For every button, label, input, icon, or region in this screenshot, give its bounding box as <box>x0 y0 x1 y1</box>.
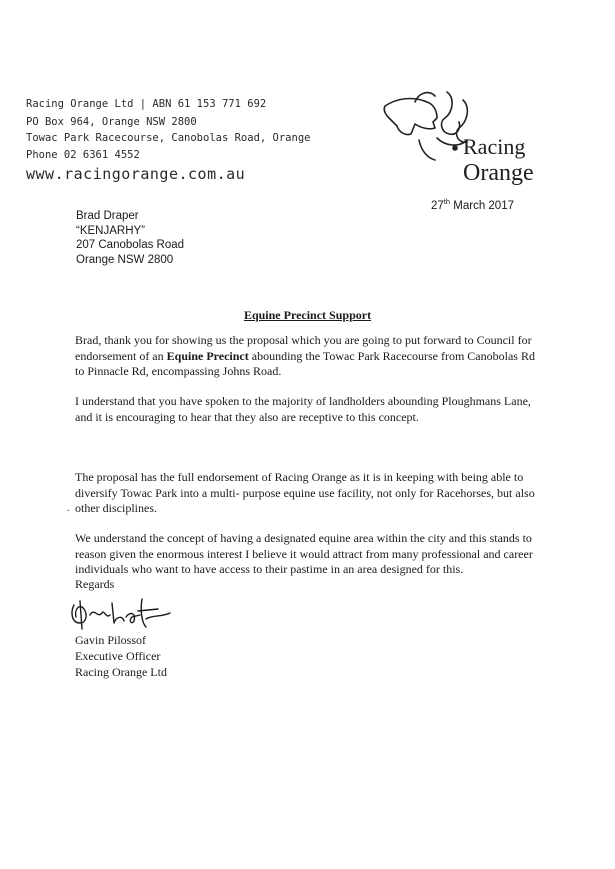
recipient-property: “KENJARHY” <box>76 224 146 237</box>
letterhead-company-abn: Racing Orange Ltd | ABN 61 153 771 692 <box>26 98 267 110</box>
horse-head-icon <box>384 99 437 135</box>
signatory-org: Racing Orange Ltd <box>75 665 167 679</box>
signature-image <box>66 593 176 635</box>
closing: Regards <box>75 577 115 591</box>
signatory-title: Executive Officer <box>75 649 161 663</box>
paragraph-3: The proposal has the full endorsement of Racing Orange as it is in keeping with being able to diversify Towac Park into a multi- purpose equine use facility, not only for Racehorses, but also other disciplines. <box>75 470 535 515</box>
logo-text-racing: Racing <box>463 134 526 159</box>
letterhead-website: www.racingorange.com.au <box>26 165 246 183</box>
stray-mark: . <box>67 503 70 514</box>
recipient-address <box>76 209 184 267</box>
signatory-name: Gavin Pilossof <box>75 633 147 647</box>
logo-text-orange: Orange <box>463 160 534 186</box>
letterhead-po-box: PO Box 964, Orange NSW 2800 <box>26 116 197 128</box>
letter-title: Equine Precinct Support <box>243 308 372 322</box>
letter-date: 27th March 2017 <box>431 197 514 212</box>
recipient-name: Brad Draper <box>76 210 139 222</box>
recipient-town: Orange NSW 2800 <box>76 253 174 266</box>
paragraph-2: I understand that you have spoken to the majority of landholders abounding Ploughmans Lane, and it is encouraging to hear that they also are receptive to this concept. <box>75 394 531 424</box>
paragraph-1: Brad, thank you for showing us the proposal which you are going to put forward to Council for endorsement of an Equine Precinct abounding the Towac Park Racecourse from Canobolas Rd to Pinnacle Rd, encompassing Johns Road. <box>75 333 535 378</box>
recipient-street: 207 Canobolas Road <box>76 239 185 251</box>
racing-orange-logo <box>375 88 550 198</box>
flourish-icon <box>442 92 460 134</box>
signature-block <box>75 632 545 680</box>
letterhead-phone: Phone 02 6361 4552 <box>26 149 140 161</box>
paragraph-4: We understand the concept of having a designated equine area within the city and this stands to reason given the enormous interest I believe it would attract from many professional and career individuals who want to have access to their pastime in an area designed for this. <box>75 531 533 576</box>
letterhead-location: Towac Park Racecourse, Canobolas Road, Orange <box>26 132 311 144</box>
